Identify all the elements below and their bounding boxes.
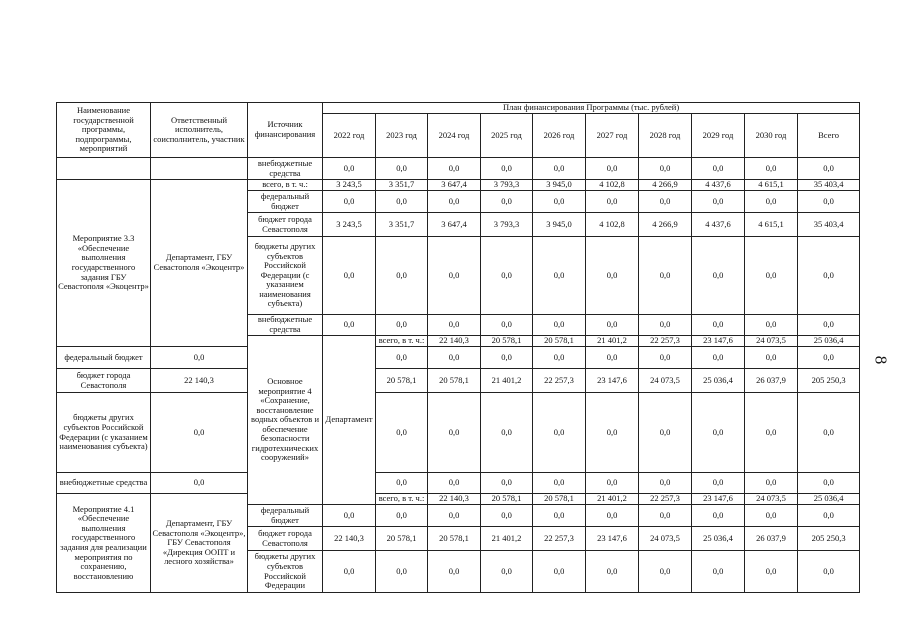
value-cell: 0,0 — [692, 158, 745, 180]
value-cell: 0,0 — [798, 315, 860, 336]
value-cell: 0,0 — [323, 237, 376, 315]
value-cell: 0,0 — [151, 393, 248, 473]
value-cell: 26 037,9 — [745, 527, 798, 551]
financing-table — [56, 102, 860, 593]
value-cell: 22 257,3 — [639, 494, 692, 505]
table-row — [57, 347, 860, 369]
table-row — [57, 158, 860, 180]
value-cell: 0,0 — [798, 191, 860, 213]
value-cell: 22 140,3 — [323, 527, 376, 551]
value-cell: 0,0 — [533, 315, 586, 336]
value-cell: 22 257,3 — [533, 527, 586, 551]
value-cell: 21 401,2 — [586, 494, 639, 505]
value-cell: 0,0 — [586, 551, 639, 593]
table-row — [57, 494, 860, 505]
value-cell: 0,0 — [151, 347, 248, 369]
value-cell: 0,0 — [533, 551, 586, 593]
header-plan-title: План финансирования Программы (тыс. рублей) — [323, 103, 860, 114]
value-cell: 0,0 — [533, 237, 586, 315]
value-cell: 0,0 — [533, 393, 586, 473]
value-cell: 0,0 — [533, 473, 586, 494]
value-cell: 0,0 — [323, 551, 376, 593]
value-cell: 23 147,6 — [692, 494, 745, 505]
value-cell: 0,0 — [586, 393, 639, 473]
value-cell: 0,0 — [798, 237, 860, 315]
value-cell: 205 250,3 — [798, 369, 860, 393]
value-cell: 0,0 — [639, 347, 692, 369]
value-cell: 0,0 — [798, 393, 860, 473]
value-cell: 3 945,0 — [533, 180, 586, 191]
value-cell: 0,0 — [639, 191, 692, 213]
value-cell: 35 403,4 — [798, 213, 860, 237]
value-cell: 26 037,9 — [745, 369, 798, 393]
value-cell: 0,0 — [428, 505, 481, 527]
value-cell: 0,0 — [376, 551, 428, 593]
value-cell: 24 073,5 — [639, 527, 692, 551]
header-year: 2028 год — [639, 114, 692, 158]
value-cell: 0,0 — [376, 473, 428, 494]
table-row — [57, 180, 860, 191]
value-cell: 22 140,3 — [151, 369, 248, 393]
value-cell: 0,0 — [692, 237, 745, 315]
source-cell: внебюджетные средства — [57, 473, 151, 494]
value-cell: 22 257,3 — [639, 336, 692, 347]
value-cell: 20 578,1 — [376, 369, 428, 393]
value-cell: 3 647,4 — [428, 180, 481, 191]
activity-name: Мероприятие 4.1 «Обеспечение выполнения государственного задания для реализации мероприятия по сохранению, восстановлению — [57, 494, 151, 593]
value-cell: 3 243,5 — [323, 213, 376, 237]
value-cell: 0,0 — [481, 347, 533, 369]
value-cell: 0,0 — [586, 347, 639, 369]
value-cell: 3 793,3 — [481, 213, 533, 237]
value-cell: 22 257,3 — [533, 369, 586, 393]
value-cell: 0,0 — [586, 237, 639, 315]
value-cell: 0,0 — [481, 237, 533, 315]
responsible: Департамент — [323, 336, 376, 505]
value-cell: 3 945,0 — [533, 213, 586, 237]
value-cell: 0,0 — [798, 505, 860, 527]
value-cell: 4 437,6 — [692, 180, 745, 191]
value-cell: 0,0 — [481, 473, 533, 494]
value-cell: 20 578,1 — [481, 494, 533, 505]
value-cell: 4 266,9 — [639, 180, 692, 191]
value-cell: 0,0 — [376, 158, 428, 180]
page-number: 8 — [871, 355, 891, 365]
header-year: Всего — [798, 114, 860, 158]
source-cell: бюджет города Севастополя — [57, 369, 151, 393]
value-cell: 0,0 — [428, 315, 481, 336]
value-cell: 0,0 — [745, 393, 798, 473]
activity-name: Мероприятие 3.3 «Обеспечение выполнения государственного задания ГБУ Севастополя «Экоцентр» — [57, 180, 151, 347]
value-cell: 0,0 — [798, 551, 860, 593]
value-cell: 0,0 — [745, 315, 798, 336]
value-cell: 0,0 — [639, 158, 692, 180]
value-cell: 3 793,3 — [481, 180, 533, 191]
source-cell: бюджеты других субъектов Российской Федерации (с указанием наименования субъекта) — [248, 237, 323, 315]
value-cell: 4 615,1 — [745, 213, 798, 237]
value-cell: 0,0 — [745, 191, 798, 213]
value-cell: 20 578,1 — [428, 527, 481, 551]
header-year: 2025 год — [481, 114, 533, 158]
value-cell: 0,0 — [639, 237, 692, 315]
value-cell: 4 615,1 — [745, 180, 798, 191]
value-cell: 21 401,2 — [586, 336, 639, 347]
value-cell: 0,0 — [428, 473, 481, 494]
value-cell: 4 266,9 — [639, 213, 692, 237]
value-cell: 24 073,5 — [745, 494, 798, 505]
value-cell: 21 401,2 — [481, 527, 533, 551]
value-cell: 0,0 — [428, 393, 481, 473]
value-cell: 0,0 — [481, 191, 533, 213]
value-cell: 20 578,1 — [533, 336, 586, 347]
value-cell: 0,0 — [428, 551, 481, 593]
value-cell: 0,0 — [376, 393, 428, 473]
value-cell: 0,0 — [481, 393, 533, 473]
table-row — [57, 369, 860, 393]
source-cell: бюджеты других субъектов Российской Федерации — [248, 551, 323, 593]
activity-name: Основное мероприятие 4 «Сохранение, восстановление водных объектов и обеспечение безопасности гидротехнических сооружений» — [248, 336, 323, 505]
value-cell: 0,0 — [428, 347, 481, 369]
value-cell: 0,0 — [745, 551, 798, 593]
source-cell: федеральный бюджет — [248, 191, 323, 213]
value-cell: 0,0 — [428, 191, 481, 213]
header-year: 2022 год — [323, 114, 376, 158]
value-cell: 0,0 — [586, 473, 639, 494]
value-cell: 21 401,2 — [481, 369, 533, 393]
responsible: Департамент, ГБУ Севастополя «Экоцентр», ГБУ Севастополя «Дирекция ООПТ и лесного хозяйства» — [151, 494, 248, 593]
value-cell: 0,0 — [639, 551, 692, 593]
value-cell: 3 351,7 — [376, 213, 428, 237]
value-cell: 4 102,8 — [586, 213, 639, 237]
value-cell: 20 578,1 — [533, 494, 586, 505]
value-cell: 0,0 — [428, 237, 481, 315]
value-cell: 0,0 — [376, 315, 428, 336]
value-cell: 0,0 — [323, 505, 376, 527]
value-cell: 25 036,4 — [798, 336, 860, 347]
value-cell: 0,0 — [533, 347, 586, 369]
value-cell: 35 403,4 — [798, 180, 860, 191]
value-cell: 22 140,3 — [428, 336, 481, 347]
value-cell: 0,0 — [428, 158, 481, 180]
value-cell: 23 147,6 — [586, 527, 639, 551]
source-cell: федеральный бюджет — [57, 347, 151, 369]
value-cell: 0,0 — [481, 158, 533, 180]
value-cell: 0,0 — [586, 315, 639, 336]
table-row — [57, 473, 860, 494]
value-cell: 20 578,1 — [428, 369, 481, 393]
table-body — [57, 158, 860, 593]
value-cell: 0,0 — [151, 473, 248, 494]
value-cell: 0,0 — [639, 473, 692, 494]
value-cell: 0,0 — [586, 505, 639, 527]
header-year: 2027 год — [586, 114, 639, 158]
value-cell: 0,0 — [745, 505, 798, 527]
value-cell: 0,0 — [639, 505, 692, 527]
value-cell: 3 243,5 — [323, 180, 376, 191]
value-cell: 0,0 — [692, 473, 745, 494]
value-cell: 3 647,4 — [428, 213, 481, 237]
value-cell: 0,0 — [376, 505, 428, 527]
header-name: Наименование государственной программы, подпрограммы, мероприятий — [57, 103, 151, 158]
value-cell: 0,0 — [692, 191, 745, 213]
value-cell: 0,0 — [798, 158, 860, 180]
source-cell: всего, в т. ч.: — [248, 180, 323, 191]
value-cell: 0,0 — [745, 473, 798, 494]
value-cell: 0,0 — [376, 237, 428, 315]
header-year: 2030 год — [745, 114, 798, 158]
header-source: Источник финансирования — [248, 103, 323, 158]
value-cell: 23 147,6 — [692, 336, 745, 347]
source-cell: всего, в т. ч.: — [376, 336, 428, 347]
source-cell: бюджет города Севастополя — [248, 213, 323, 237]
source-cell: всего, в т. ч.: — [376, 494, 428, 505]
source-cell: бюджет города Севастополя — [248, 527, 323, 551]
value-cell: 0,0 — [533, 505, 586, 527]
header-responsible: Ответственный исполнитель, соисполнитель, участник — [151, 103, 248, 158]
header-year: 2029 год — [692, 114, 745, 158]
value-cell: 4 437,6 — [692, 213, 745, 237]
value-cell: 0,0 — [798, 473, 860, 494]
table-row — [57, 393, 860, 473]
value-cell: 0,0 — [586, 191, 639, 213]
source-cell: внебюджетные средства — [248, 315, 323, 336]
value-cell: 24 073,5 — [745, 336, 798, 347]
value-cell: 0,0 — [692, 393, 745, 473]
value-cell: 0,0 — [745, 237, 798, 315]
value-cell: 0,0 — [639, 393, 692, 473]
value-cell: 0,0 — [481, 551, 533, 593]
value-cell: 3 351,7 — [376, 180, 428, 191]
value-cell: 20 578,1 — [376, 527, 428, 551]
value-cell: 20 578,1 — [481, 336, 533, 347]
value-cell: 23 147,6 — [586, 369, 639, 393]
header-year: 2023 год — [376, 114, 428, 158]
value-cell: 0,0 — [323, 158, 376, 180]
value-cell: 0,0 — [323, 315, 376, 336]
value-cell: 0,0 — [692, 347, 745, 369]
value-cell: 25 036,4 — [692, 527, 745, 551]
value-cell: 0,0 — [639, 315, 692, 336]
source-cell: федеральный бюджет — [248, 505, 323, 527]
value-cell: 205 250,3 — [798, 527, 860, 551]
value-cell: 0,0 — [586, 158, 639, 180]
value-cell: 0,0 — [692, 505, 745, 527]
header-year: 2024 год — [428, 114, 481, 158]
responsible: Департамент, ГБУ Севастополя «Экоцентр» — [151, 180, 248, 347]
value-cell: 0,0 — [692, 315, 745, 336]
source-cell: внебюджетные средства — [248, 158, 323, 180]
value-cell: 22 140,3 — [428, 494, 481, 505]
value-cell: 25 036,4 — [692, 369, 745, 393]
header-year: 2026 год — [533, 114, 586, 158]
responsible-cell-empty — [151, 158, 248, 180]
value-cell: 25 036,4 — [798, 494, 860, 505]
name-cell-empty — [57, 158, 151, 180]
value-cell: 0,0 — [745, 158, 798, 180]
value-cell: 0,0 — [798, 347, 860, 369]
value-cell: 0,0 — [745, 347, 798, 369]
value-cell: 0,0 — [376, 347, 428, 369]
value-cell: 0,0 — [481, 505, 533, 527]
value-cell: 24 073,5 — [639, 369, 692, 393]
value-cell: 0,0 — [533, 158, 586, 180]
value-cell: 0,0 — [533, 191, 586, 213]
value-cell: 0,0 — [692, 551, 745, 593]
value-cell: 4 102,8 — [586, 180, 639, 191]
source-cell: бюджеты других субъектов Российской Федерации (с указанием наименования субъекта) — [57, 393, 151, 473]
value-cell: 0,0 — [323, 191, 376, 213]
value-cell: 0,0 — [481, 315, 533, 336]
value-cell: 0,0 — [376, 191, 428, 213]
